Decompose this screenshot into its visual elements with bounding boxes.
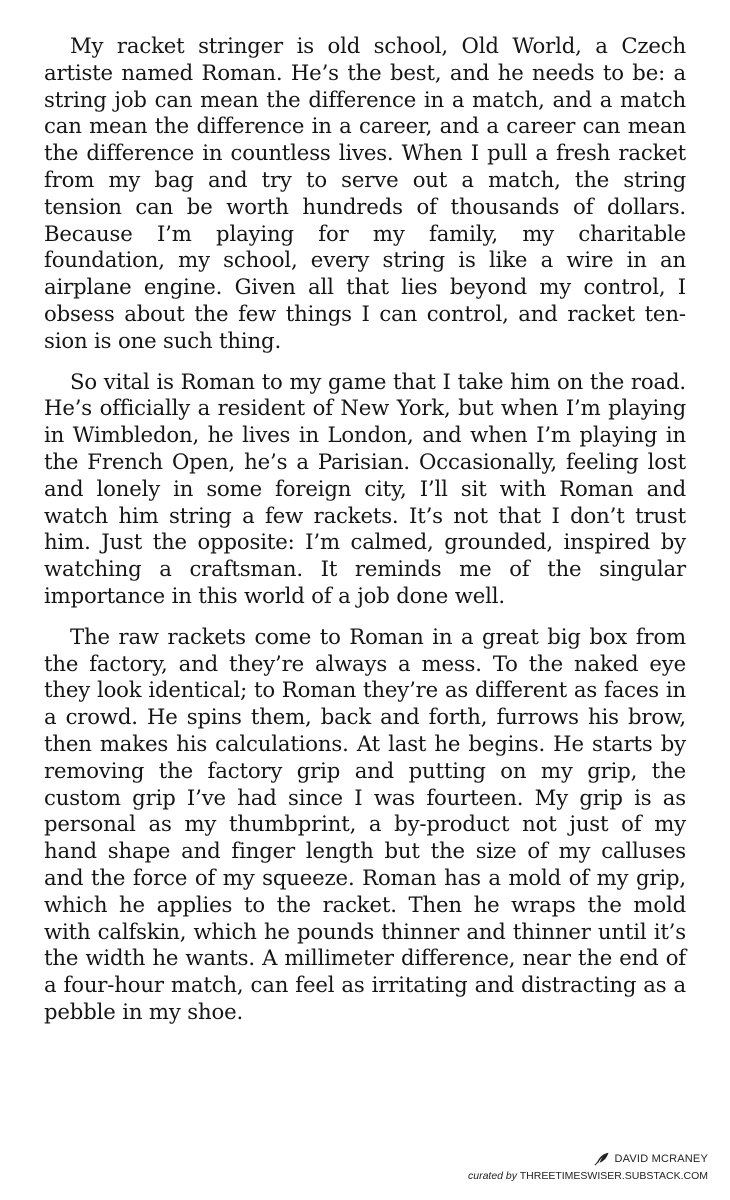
paragraph-3: The raw rackets come to Roman in a great big box from the factory, and they’re always a mess. To the naked eye they look identical; to Roman they’re as different as faces in a crowd. He spins them, back and forth, furrows his brow, then makes his calculations. At last he begins. He starts by removing the factory grip and putting on my grip, the custom grip I’ve had since I was fourteen. My grip is as personal as my thumbprint, a by-product not just of my hand shape and finger length but the size of my calluses and the force of my squeeze. Roman has a mold of my grip, which he applies to the racket. Then he wraps the mold with calfskin, which he pounds thinner and thinner until it’s the width he wants. A millimeter difference, near the end of a four-hour match, can feel as irritating and distracting as a pebble in my shoe. xyxy=(44,623,686,1024)
paragraph-2: So vital is Roman to my game that I take him on the road. He’s officially a resident of New York, but when I’m playing in Wimbledon, he lives in London, and when I’m playing in the French Open, he’s a Parisian. Occasionally, feeling lost and lonely in some foreign city, I’ll sit with Roman and watch him string a few rackets. It’s not that I don’t trust him. Just the opposite: I’m calmed, grounded, inspired by watching a craftsman. It reminds me of the singular importance in this world of a job done well. xyxy=(44,368,686,608)
quill-icon xyxy=(594,1152,610,1166)
book-page xyxy=(44,33,686,1040)
site-link[interactable]: THREETIMESWISER.SUBSTACK.COM xyxy=(519,1170,708,1182)
author-line xyxy=(468,1152,708,1166)
author-name: DAVID MCRANEY xyxy=(614,1153,708,1165)
attribution-footer xyxy=(468,1152,708,1184)
curated-line xyxy=(468,1169,708,1184)
paragraph-1: My racket stringer is old school, Old World, a Czech artiste named Roman. He’s the best, and he needs to be: a string job can mean the difference in a match, and a match can mean the difference in a career, and a career can mean the difference in countless lives. When I pull a fresh racket from my bag and try to serve out a match, the string tension can be worth hundreds of thousands of dollars. Because I’m playing for my family, my charitable foundation, my school, every string is like a wire in an airplane engine. Given all that lies beyond my control, I obsess about the few things I can control, and racket tension is one such thing. xyxy=(44,33,686,353)
curated-label: curated by xyxy=(467,1170,518,1182)
